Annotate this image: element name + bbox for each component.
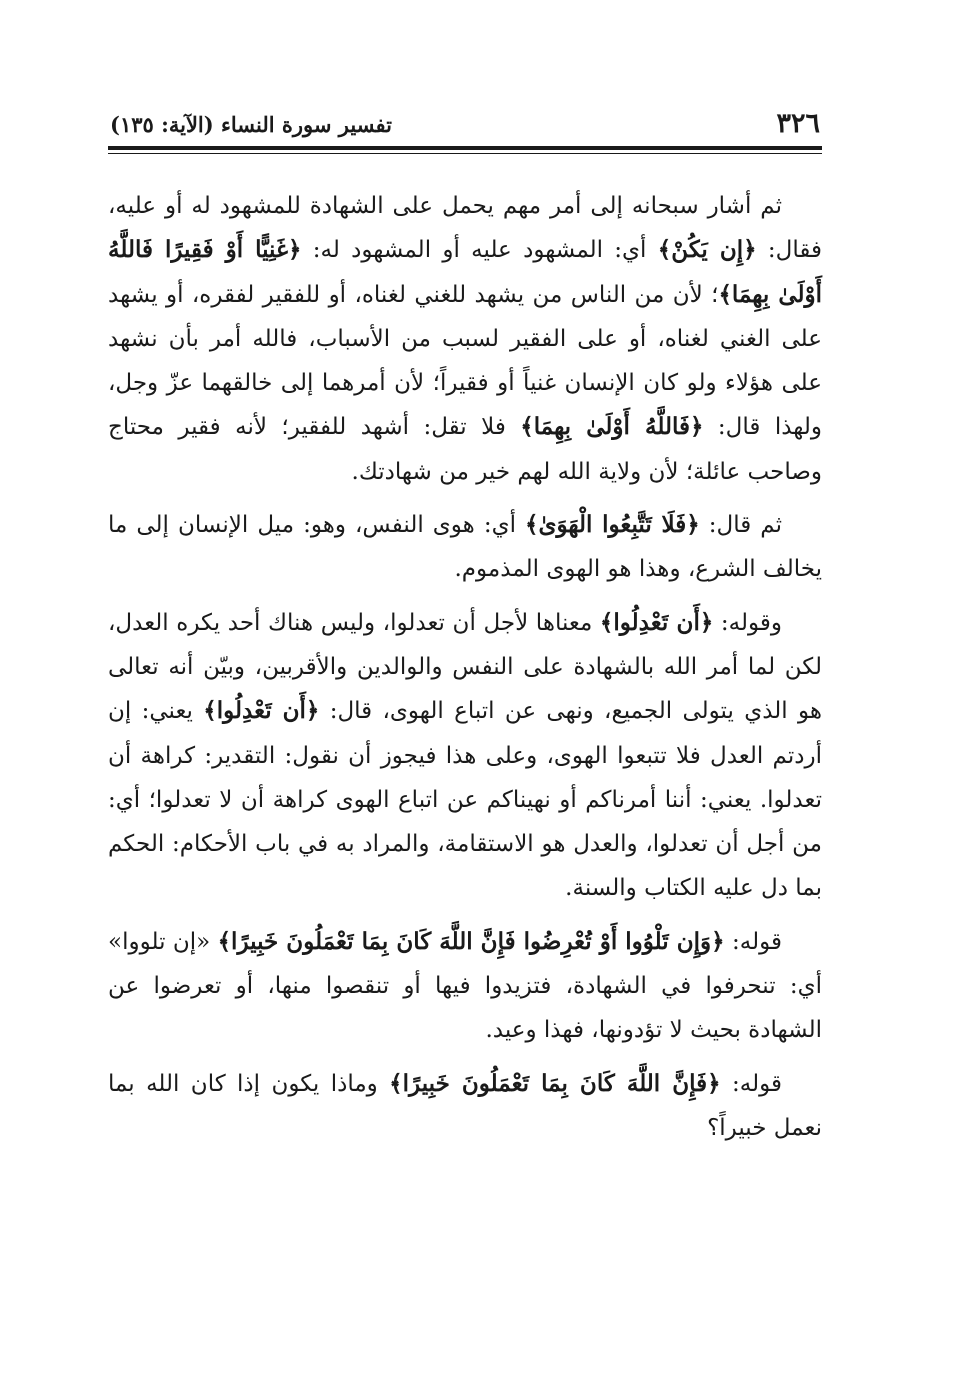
text-segment: ثم أشار سبحانه إلى أمر مهم يحمل على الشهادة للمشهود له أو عليه، فقال:: [108, 193, 822, 264]
paragraph: [108, 1062, 822, 1151]
quran-verse: ﴿فَإِنَّ اللَّهَ كَانَ بِمَا تَعْمَلُونَ خَبِيرًا﴾: [389, 1069, 721, 1097]
text-segment: يعني: إن أردتم العدل فلا تتبعوا الهوى، وعلى هذا فيجوز أن نقول: التقدير: كراهة أن تعدلوا. يعني: أننا أمرناكم أو نهيناكم عن اتباع الهوى كراهة أن لا تعدلوا؛ أي: من أجل أن تعدلوا، والعدل هو الاستقامة، والمراد به في باب الأحكام: الحكم بما دل عليه الكتاب والسنة.: [108, 698, 822, 902]
paragraph: [108, 503, 822, 592]
text-segment: أي: هوى النفس، وهو: ميل الإنسان إلى ما يخالف الشرع، وهذا هو الهوى المذموم.: [108, 512, 822, 583]
text-segment: «إن تلووا» أي: تنحرفوا في الشهادة، فتزيدوا فيها أو تنقصوا منها، أو تعرضوا عن الشهادة بحيث لا تؤدونها، فهذا وعيد.: [108, 928, 822, 1044]
text-segment: معناها لأجل أن تعدلوا، وليس هناك أحد يكره العدل، لكن لما أمر الله بالشهادة على النفس والوالدين والأقربين، وبيّن أنه تعالى هو الذي يتولى الجميع، ونهى عن اتباع الهوى، قال:: [108, 609, 823, 725]
paragraph: [108, 184, 822, 494]
text-segment: ثم قال:: [699, 512, 782, 539]
running-head: [108, 108, 822, 142]
text-segment: وقوله:: [713, 609, 782, 636]
header-rule-thin: [108, 153, 822, 154]
paragraph: [108, 920, 822, 1053]
text-segment: وماذا يكون إذا كان الله بما نعمل خبيراً؟: [108, 1070, 822, 1141]
text-segment: ؛ لأن من الناس من يشهد للغني لغناه، أو للفقير لفقره، أو يشهد على الغني لغناه، أو على الفقير لسبب من الأسباب، فالله أمر بأن نشهد على هؤلاء ولو كان الإنسان غنياً أو فقيراً؛ لأن أمرهما إلى خالقهما عزّ وجل، ولهذا قال:: [108, 281, 823, 441]
book-page: [108, 108, 822, 1159]
quran-verse: ﴿غَنِيًّا أَوْ فَقِيرًا فَاللَّهُ أَوْلَىٰ بِهِمَا﴾: [108, 236, 822, 308]
running-head-title: تفسير سورة النساء (الآية: ١٣٥): [110, 112, 392, 137]
quran-verse: ﴿وَإِن تَلْوُوا أَوْ تُعْرِضُوا فَإِنَّ اللَّهَ كَانَ بِمَا تَعْمَلُونَ خَبِيرًا﴾: [217, 927, 725, 955]
header-rule-thick: [108, 146, 822, 150]
paragraph: [108, 601, 822, 911]
text-segment: قوله:: [724, 928, 782, 955]
quran-verse: ﴿أَن تَعْدِلُوا﴾: [203, 697, 320, 725]
quran-verse: ﴿أَن تَعْدِلُوا﴾: [599, 608, 714, 636]
text-segment: أي: المشهود عليه أو المشهود له:: [301, 237, 658, 264]
quran-verse: ﴿إِن يَكُنْ﴾: [657, 236, 757, 264]
body-text: [108, 184, 822, 1150]
quran-verse: ﴿فَاللَّهُ أَوْلَىٰ بِهِمَا﴾: [520, 413, 704, 441]
text-segment: فلا تقل: أشهد للفقير؛ لأنه فقير محتاج وصاحب عائلة؛ لأن ولاية الله لهم خير من شهادتك.: [108, 414, 822, 485]
quran-verse: ﴿فَلَا تَتَّبِعُوا الْهَوَىٰ﴾: [525, 511, 700, 539]
text-segment: قوله:: [720, 1070, 783, 1097]
page-number: ٣٢٦: [776, 108, 820, 139]
